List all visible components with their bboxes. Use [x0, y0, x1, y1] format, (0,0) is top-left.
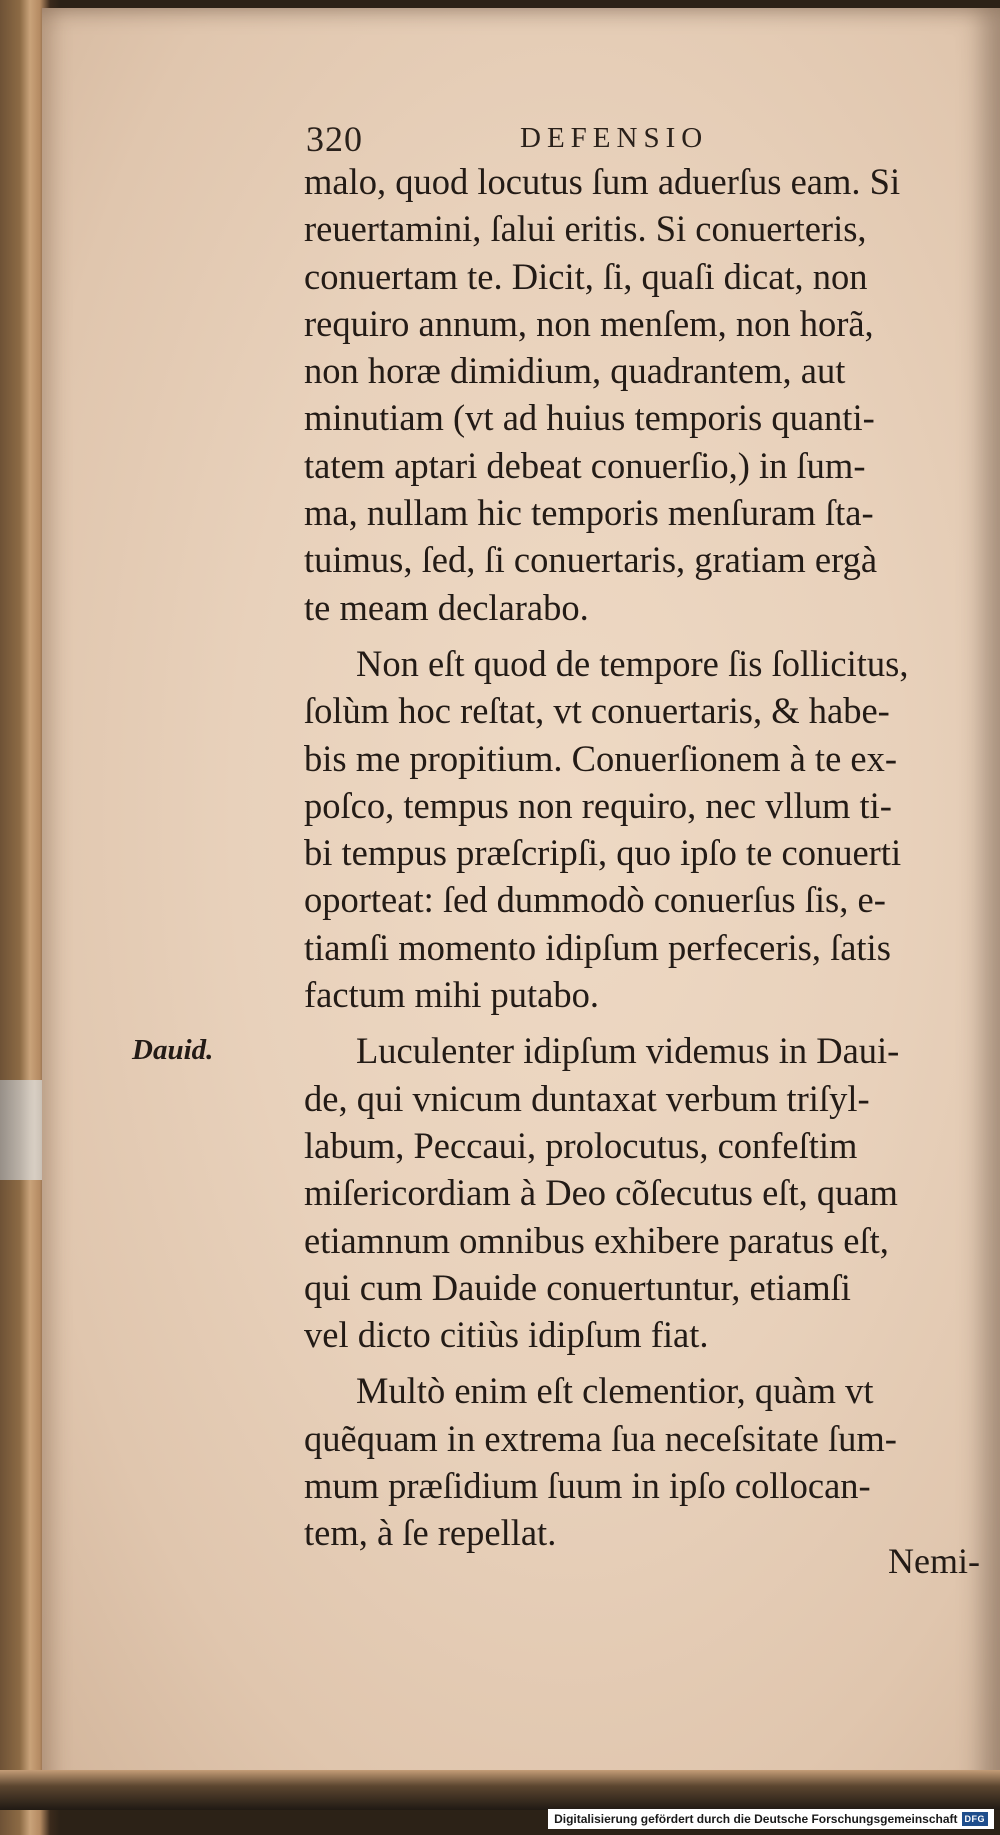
digitization-credit [548, 1809, 994, 1829]
text-line: tuimus, ſed, ſi conuertaris, gratiam ergà [304, 539, 878, 581]
text-line: minutiam (vt ad huius temporis quanti- [304, 397, 875, 439]
text-line: etiamnum omnibus exhibere paratus eſt, [304, 1219, 889, 1261]
paragraph-break [304, 1018, 994, 1027]
text-line: tem, à ſe repellat. [304, 1512, 557, 1554]
dfg-logo: DFG [962, 1812, 989, 1826]
text-line: miſericordiam à Deo cõſecutus eſt, quam [304, 1172, 898, 1214]
text-line: non horæ dimidium, quadrantem, aut [304, 350, 846, 392]
text-line: ma, nullam hic temporis menſuram ſta- [304, 492, 874, 534]
page-bottom-edge [0, 1770, 1000, 1810]
credit-text: Digitalisierung gefördert durch die Deutsche Forschungsgemeinschaft [554, 1812, 958, 1826]
text-line: factum mihi putabo. [304, 974, 599, 1016]
catchword: Nemi- [888, 1541, 980, 1581]
text-line: qui cum Dauide conuertuntur, etiamſi [304, 1266, 851, 1308]
text-line: Luculenter idipſum videmus in Daui- [356, 1030, 900, 1072]
text-line: te meam declarabo. [304, 586, 589, 628]
marginal-note: Dauid. [132, 1034, 214, 1066]
text-line: bis me propitium. Conuerſionem à te ex- [304, 737, 898, 779]
text-line: quẽquam in extrema ſua neceſsitate ſum- [304, 1417, 897, 1459]
text-line: vel dicto citiùs idipſum fiat. [304, 1314, 709, 1356]
running-head: DEFENSIO [520, 122, 709, 154]
text-line: de, qui vnicum duntaxat verbum triſyl- [304, 1077, 870, 1119]
text-line: oporteat: ſed dummodò conuerſus ſis, e- [304, 879, 886, 921]
text-line: mum præſidium ſuum in ipſo collocan- [304, 1465, 871, 1507]
text-line: requiro annum, non menſem, non horã, [304, 302, 874, 344]
page-number: 320 [306, 119, 363, 159]
text-line: reuertamini, ſalui eritis. Si conuerteris, [304, 208, 867, 250]
text-line: ſolùm hoc reſtat, vt conuertaris, & habe- [304, 690, 890, 732]
main-text [304, 158, 994, 1557]
text-line: Multò enim eſt clementior, quàm vt [356, 1370, 874, 1412]
text-line: malo, quod locutus ſum aduerſus eam. Si [304, 161, 901, 202]
text-line: conuertam te. Dicit, ſi, quaſi dicat, non [304, 255, 868, 297]
paragraph-break [304, 631, 994, 640]
text-line: Non eſt quod de tempore ſis ſollicitus, [356, 642, 909, 684]
text-line: bi tempus præſcripſi, quo ipſo te conuerti [304, 832, 902, 874]
text-line: tatem aptari debeat conuerſio,) in ſum- [304, 444, 866, 486]
text-line: poſco, tempus non requiro, nec vllum ti- [304, 784, 892, 826]
text-line: labum, Peccaui, prolocutus, confeſtim [304, 1124, 858, 1166]
paragraph-break [304, 1358, 994, 1367]
text-line: tiamſi momento idipſum perfeceris, ſatis [304, 926, 891, 968]
